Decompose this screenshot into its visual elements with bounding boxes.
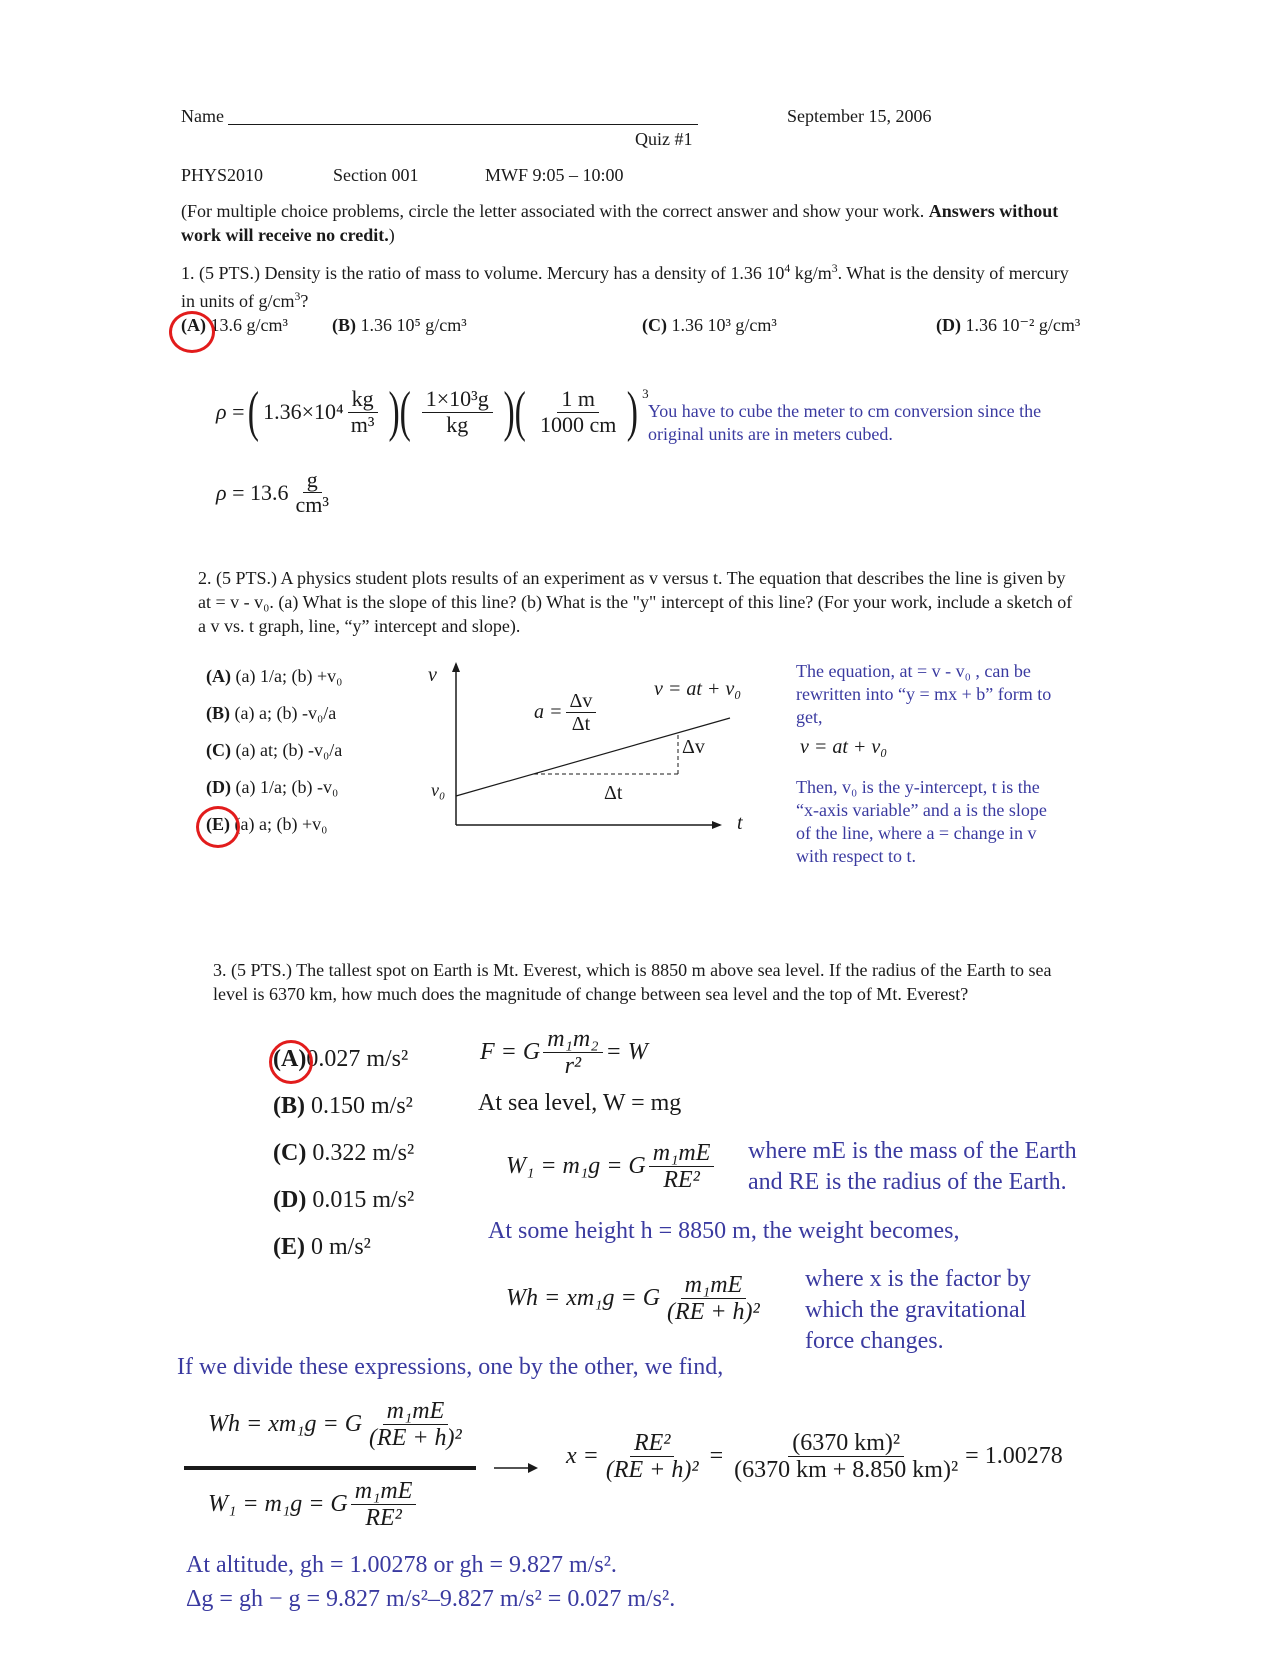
graph-v0-label: v₀ [431, 780, 446, 800]
graph-v-label: v [428, 664, 437, 686]
q2-choice-d[interactable]: (D) (a) 1/a; (b) -v₀ [206, 777, 339, 797]
graph-line-eq: v = at + v₀ [654, 678, 742, 700]
graph-slope-eq: a = $\frac{\Delta v}{\Delta t}$ [534, 690, 599, 735]
q3-bottom-equation: W₁ = m₁g = G $\frac{\text{m₁mE}}{\text{RE²}}$ [208, 1478, 419, 1532]
q1-choice-c[interactable]: (C) 1.36 10³ g/cm³ [642, 315, 777, 335]
section-number: Section 001 [333, 165, 419, 185]
q3-note-x-1: where x is the factor by [805, 1266, 1031, 1292]
q1-text: 1. (5 PTS.) Density is the ratio of mass to volume. Mercury has a density of 1.36 $10^4$ $kg/m^3$. What is the density of mercury in units of $g/cm^3$? [181, 262, 1069, 311]
q3-choice-e[interactable]: (E) 0 m/s² [273, 1234, 371, 1260]
class-schedule: MWF 9:05 – 10:00 [485, 165, 624, 185]
arrow-right-icon [492, 1458, 544, 1478]
q3-note-x-2: which the gravitational [805, 1297, 1027, 1323]
q3-gravity-equation: F = G $\frac{\text{m₁m₂}}{\text{r²}}$ = W [480, 1026, 648, 1080]
t-axis-arrow [712, 821, 722, 829]
graph-dt-label: Δt [604, 782, 623, 804]
q2-note-2: Then, v₀ is the y-intercept, t is the “x-axis variable” and a is the slope of the line, where a = change in v with respect to t. [796, 777, 1047, 866]
q1-result-equation: ρ = 13.6 $\frac{g}{\text{cm³}}$ [216, 467, 329, 518]
q2-choice-b[interactable]: (B) (a) a; (b) -v₀/a [206, 703, 337, 723]
q3-divide-line: If we divide these expressions, one by the other, we find, [177, 1354, 724, 1380]
name-blank-line [228, 124, 698, 125]
course-code: PHYS2010 [181, 165, 264, 185]
graph-t-label: t [737, 812, 743, 834]
q1-conversion-equation: ρ = ( 1.36×10⁴ $\frac{kg}{\text{m³}}$ )( $\frac{\text{1×10³g}}{kg}$ )( $\frac{1 m}{1000 cm}$ ) $^3$ [216, 381, 649, 443]
instructions: (For multiple choice problems, circle the letter associated with the correct answer and show your work. Answers without work will receive no credit.) [181, 201, 1059, 245]
answer-circle [169, 311, 215, 353]
quiz-title: Quiz #1 [635, 129, 693, 149]
q2-choice-a[interactable]: (A) (a) 1/a; (b) +v₀ [206, 666, 343, 686]
q2-note-eq: v = at + v₀ [800, 736, 888, 758]
q1-note: You have to cube the meter to cm conversion since the original units are in meters cubed. [648, 401, 1042, 444]
q3-weight-height-equation: Wh = xm₁g = G $\frac{\text{m₁mE}}{\text{(RE + h)²}}$ [506, 1272, 760, 1326]
q2-choice-c[interactable]: (C) (a) at; (b) -v₀/a [206, 740, 343, 760]
q3-x-equation: x = $\frac{\text{RE²}}{\text{(RE + h)²}}$ = $\frac{\text{(6370 km)²}}{\text{(6370 km + 8.850 km)²}}$ = 1.00278 [566, 1430, 1063, 1484]
q1-choice-d[interactable]: (D) 1.36 10⁻² g/cm³ [936, 315, 1081, 335]
q3-note-mass: where mE is the mass of the Earth [748, 1138, 1077, 1164]
q2-choice-e[interactable]: (E) (a) a; (b) +v₀ [206, 814, 328, 834]
graph-dv-label: Δv [682, 736, 705, 758]
answer-circle [269, 1040, 313, 1084]
division-bar [184, 1466, 476, 1470]
q2-note-1: The equation, at = v - v₀ , can be rewritten into “y = mx + b” form to get, [796, 661, 1052, 727]
q3-note-x-3: force changes. [805, 1328, 944, 1354]
q2-text: 2. (5 PTS.) A physics student plots results of an experiment as v versus t. The equation that describes the line is given by at = v - v₀. (a) What is the slope of this line? (b) What is the "y" intercept of this line? (For your work, include a sketch of a v vs. t graph, line, “y” intercept and slope). [198, 568, 1073, 636]
q3-choice-a[interactable]: (A)0.027 m/s² [273, 1046, 409, 1072]
q3-delta-line: Δg = gh − g = 9.827 m/s²–9.827 m/s² = 0.027 m/s². [186, 1586, 676, 1612]
q3-note-radius: and RE is the radius of the Earth. [748, 1169, 1067, 1195]
v-axis-arrow [452, 662, 460, 672]
q1-choice-a[interactable]: (A) 13.6 g/cm³ [181, 315, 288, 335]
q3-choice-b[interactable]: (B) 0.150 m/s² [273, 1093, 413, 1119]
q3-text: 3. (5 PTS.) The tallest spot on Earth is Mt. Everest, which is 8850 m above sea level. If the radius of the Earth to sea level is 6370 km, how much does the magnitude of change between sea level and the top of Mt. Everest? [213, 960, 1052, 1004]
q3-sea-level: At sea level, W = mg [478, 1090, 682, 1116]
q3-choice-d[interactable]: (D) 0.015 m/s² [273, 1187, 415, 1213]
q3-top-equation: Wh = xm₁g = G $\frac{\text{m₁mE}}{\text{(RE + h)²}}$ [208, 1398, 462, 1452]
q3-weight-sea-equation: W₁ = m₁g = G $\frac{\text{m₁mE}}{\text{RE²}}$ [506, 1140, 717, 1194]
q3-choice-c[interactable]: (C) 0.322 m/s² [273, 1140, 415, 1166]
name-label: Name [181, 106, 224, 126]
q3-altitude-line: At altitude, gh = 1.00278 or gh = 9.827 m/s². [186, 1552, 617, 1578]
answer-circle [196, 806, 240, 848]
q3-height-line: At some height h = 8850 m, the weight becomes, [488, 1218, 960, 1244]
q1-choice-b[interactable]: (B) 1.36 10⁵ g/cm³ [332, 315, 467, 335]
quiz-date: September 15, 2006 [787, 106, 932, 126]
